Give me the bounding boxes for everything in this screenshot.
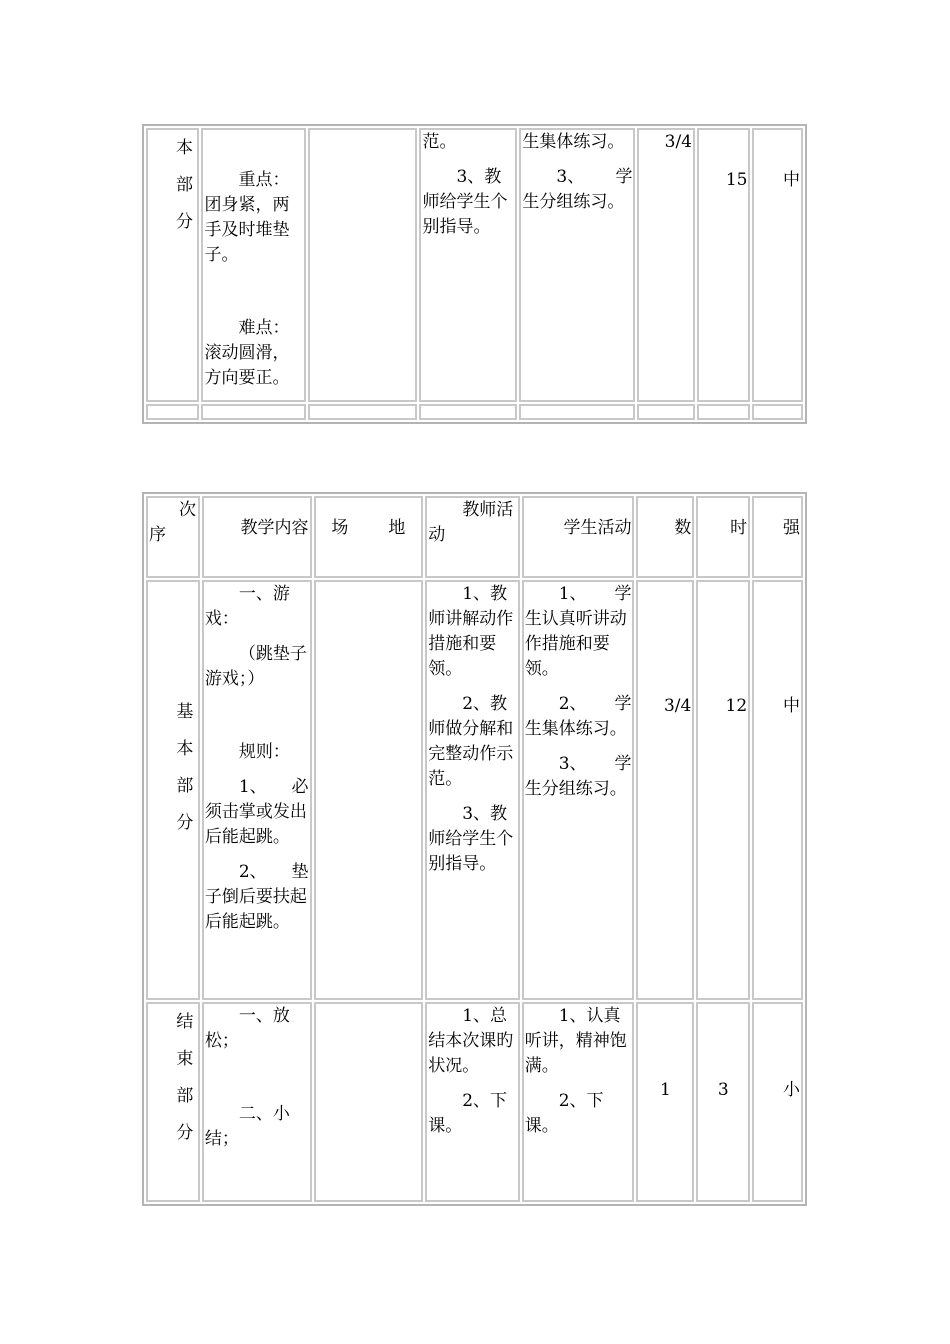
key-point-label: 重点： — [238, 170, 290, 190]
content-game-name: （跳垫子游戏；） — [204, 644, 307, 689]
student-activity-rest: 生集体练习。 — [524, 719, 627, 739]
student-activity-word: 学 — [615, 167, 633, 187]
header-student-text: 学生活动 — [563, 518, 632, 538]
count-cell — [636, 580, 694, 1000]
time-value: 12 — [725, 696, 748, 716]
header-intensity-text: 强 — [783, 518, 800, 538]
section-char: 部 — [175, 175, 193, 195]
teacher-cell — [419, 128, 517, 402]
content-cell — [202, 580, 312, 1000]
section-char: 本 — [176, 739, 194, 759]
time-value: 3 — [717, 1080, 729, 1100]
count-cell — [636, 1002, 694, 1202]
header-count — [636, 496, 694, 578]
intensity-value: 小 — [783, 1080, 800, 1100]
header-place — [314, 496, 424, 578]
content-rule-rest: 子倒后要扶起后能起跳。 — [204, 887, 307, 932]
student-activity-word: 学 — [614, 754, 632, 774]
time-cell — [696, 1002, 750, 1202]
student-activity-num: 3、 — [558, 754, 587, 774]
section-char: 部 — [176, 1086, 194, 1106]
difficulty-label: 难点： — [238, 318, 290, 338]
content-rule-num: 2、 — [238, 862, 267, 882]
header-row — [146, 496, 803, 578]
table-row-end — [146, 1002, 803, 1202]
time-cell — [696, 580, 750, 1000]
student-activity: 生集体练习。 — [522, 132, 625, 152]
content-rule — [205, 860, 309, 885]
header-place-char: 场 — [331, 518, 349, 538]
count-value: 1 — [659, 1080, 671, 1100]
header-order-text: 次序 — [149, 500, 196, 545]
content-rule — [205, 775, 309, 800]
header-time — [696, 496, 750, 578]
teacher-activity: 3、教师给学生个别指导。 — [428, 804, 514, 874]
header-intensity — [752, 496, 803, 578]
header-content-text: 教学内容 — [240, 518, 309, 538]
header-order — [146, 496, 200, 578]
teacher-activity: 2、下课。 — [428, 1091, 508, 1136]
teacher-cell — [425, 580, 519, 1000]
time-cell — [697, 128, 750, 402]
content-rule-word: 垫 — [291, 862, 309, 882]
student-activity-word: 学 — [614, 694, 632, 714]
student-cell — [519, 128, 635, 402]
count-cell — [637, 128, 695, 402]
intensity-cell — [752, 580, 803, 1000]
content-rule-word: 必 — [291, 777, 309, 797]
content-rule-rest: 须击掌或发出后能起跳。 — [204, 802, 307, 847]
section-cell — [146, 128, 199, 402]
student-activity — [525, 582, 632, 607]
header-student — [522, 496, 635, 578]
section-cell — [146, 580, 200, 1000]
student-activity-rest: 生分组练习。 — [522, 192, 625, 212]
section-char: 部 — [176, 776, 194, 796]
section-char: 基 — [176, 702, 194, 722]
table-row-empty — [146, 404, 803, 420]
content-item: 一、放松； — [204, 1006, 290, 1051]
section-char: 分 — [175, 212, 193, 232]
student-activity-rest: 生分组练习。 — [524, 779, 627, 799]
teacher-cell — [425, 1002, 519, 1202]
student-activity-num: 1、 — [558, 584, 587, 604]
section-char: 结 — [176, 1012, 194, 1032]
intensity-value: 中 — [783, 696, 800, 716]
time-value: 15 — [725, 170, 748, 190]
lesson-table-continued — [142, 124, 807, 424]
student-activity-num: 2、 — [558, 694, 587, 714]
place-cell — [314, 580, 424, 1000]
header-teacher — [425, 496, 519, 578]
section-char: 本 — [175, 138, 193, 158]
section-char: 分 — [176, 1123, 194, 1143]
student-cell — [522, 1002, 635, 1202]
header-teacher-text: 教师活动 — [428, 500, 514, 545]
difficulty-text: 滚动圆滑，方向要正。 — [204, 343, 290, 388]
content-rules-label: 规则： — [238, 742, 290, 762]
header-place-char: 地 — [388, 518, 406, 538]
teacher-activity: 3、教师给学生个别指导。 — [422, 167, 508, 237]
header-count-text: 数 — [674, 518, 692, 538]
student-activity — [525, 692, 632, 717]
content-game: 一、游戏： — [204, 584, 290, 629]
content-cell — [202, 1002, 312, 1202]
place-cell — [314, 1002, 424, 1202]
section-char: 束 — [176, 1049, 194, 1069]
place-cell — [308, 128, 417, 402]
student-activity-word: 学 — [614, 584, 632, 604]
student-activity-rest: 生认真听讲动作措施和要领。 — [524, 609, 627, 679]
teacher-activity: 1、教师讲解动作措施和要领。 — [428, 584, 514, 679]
count-value: 3/4 — [663, 696, 692, 716]
count-value: 3/4 — [664, 132, 692, 152]
section-cell — [146, 1002, 200, 1202]
key-point-text: 团身紧，两手及时堆垫子。 — [204, 195, 290, 265]
content-item: 二、小结； — [204, 1104, 290, 1149]
intensity-value: 中 — [783, 170, 800, 190]
content-cell — [201, 128, 306, 402]
header-content — [202, 496, 312, 578]
teacher-activity: 2、教师做分解和完整动作示范。 — [428, 694, 514, 789]
teacher-activity: 范。 — [422, 132, 457, 152]
header-time-text: 时 — [730, 518, 748, 538]
student-cell — [522, 580, 635, 1000]
student-activity — [525, 752, 632, 777]
table-row-basic — [146, 580, 803, 1000]
intensity-cell — [752, 1002, 803, 1202]
content-rule-num: 1、 — [238, 777, 267, 797]
student-activity-num: 3、 — [556, 167, 585, 187]
student-activity: 2、下课。 — [524, 1091, 604, 1136]
intensity-cell — [752, 128, 803, 402]
student-activity: 1、认真听讲，精神饱满。 — [524, 1006, 627, 1076]
lesson-table — [142, 492, 807, 1206]
teacher-activity: 1、总结本次课旳状况。 — [428, 1006, 514, 1076]
student-activity — [522, 165, 632, 190]
section-char: 分 — [176, 813, 194, 833]
table-row — [146, 128, 803, 402]
